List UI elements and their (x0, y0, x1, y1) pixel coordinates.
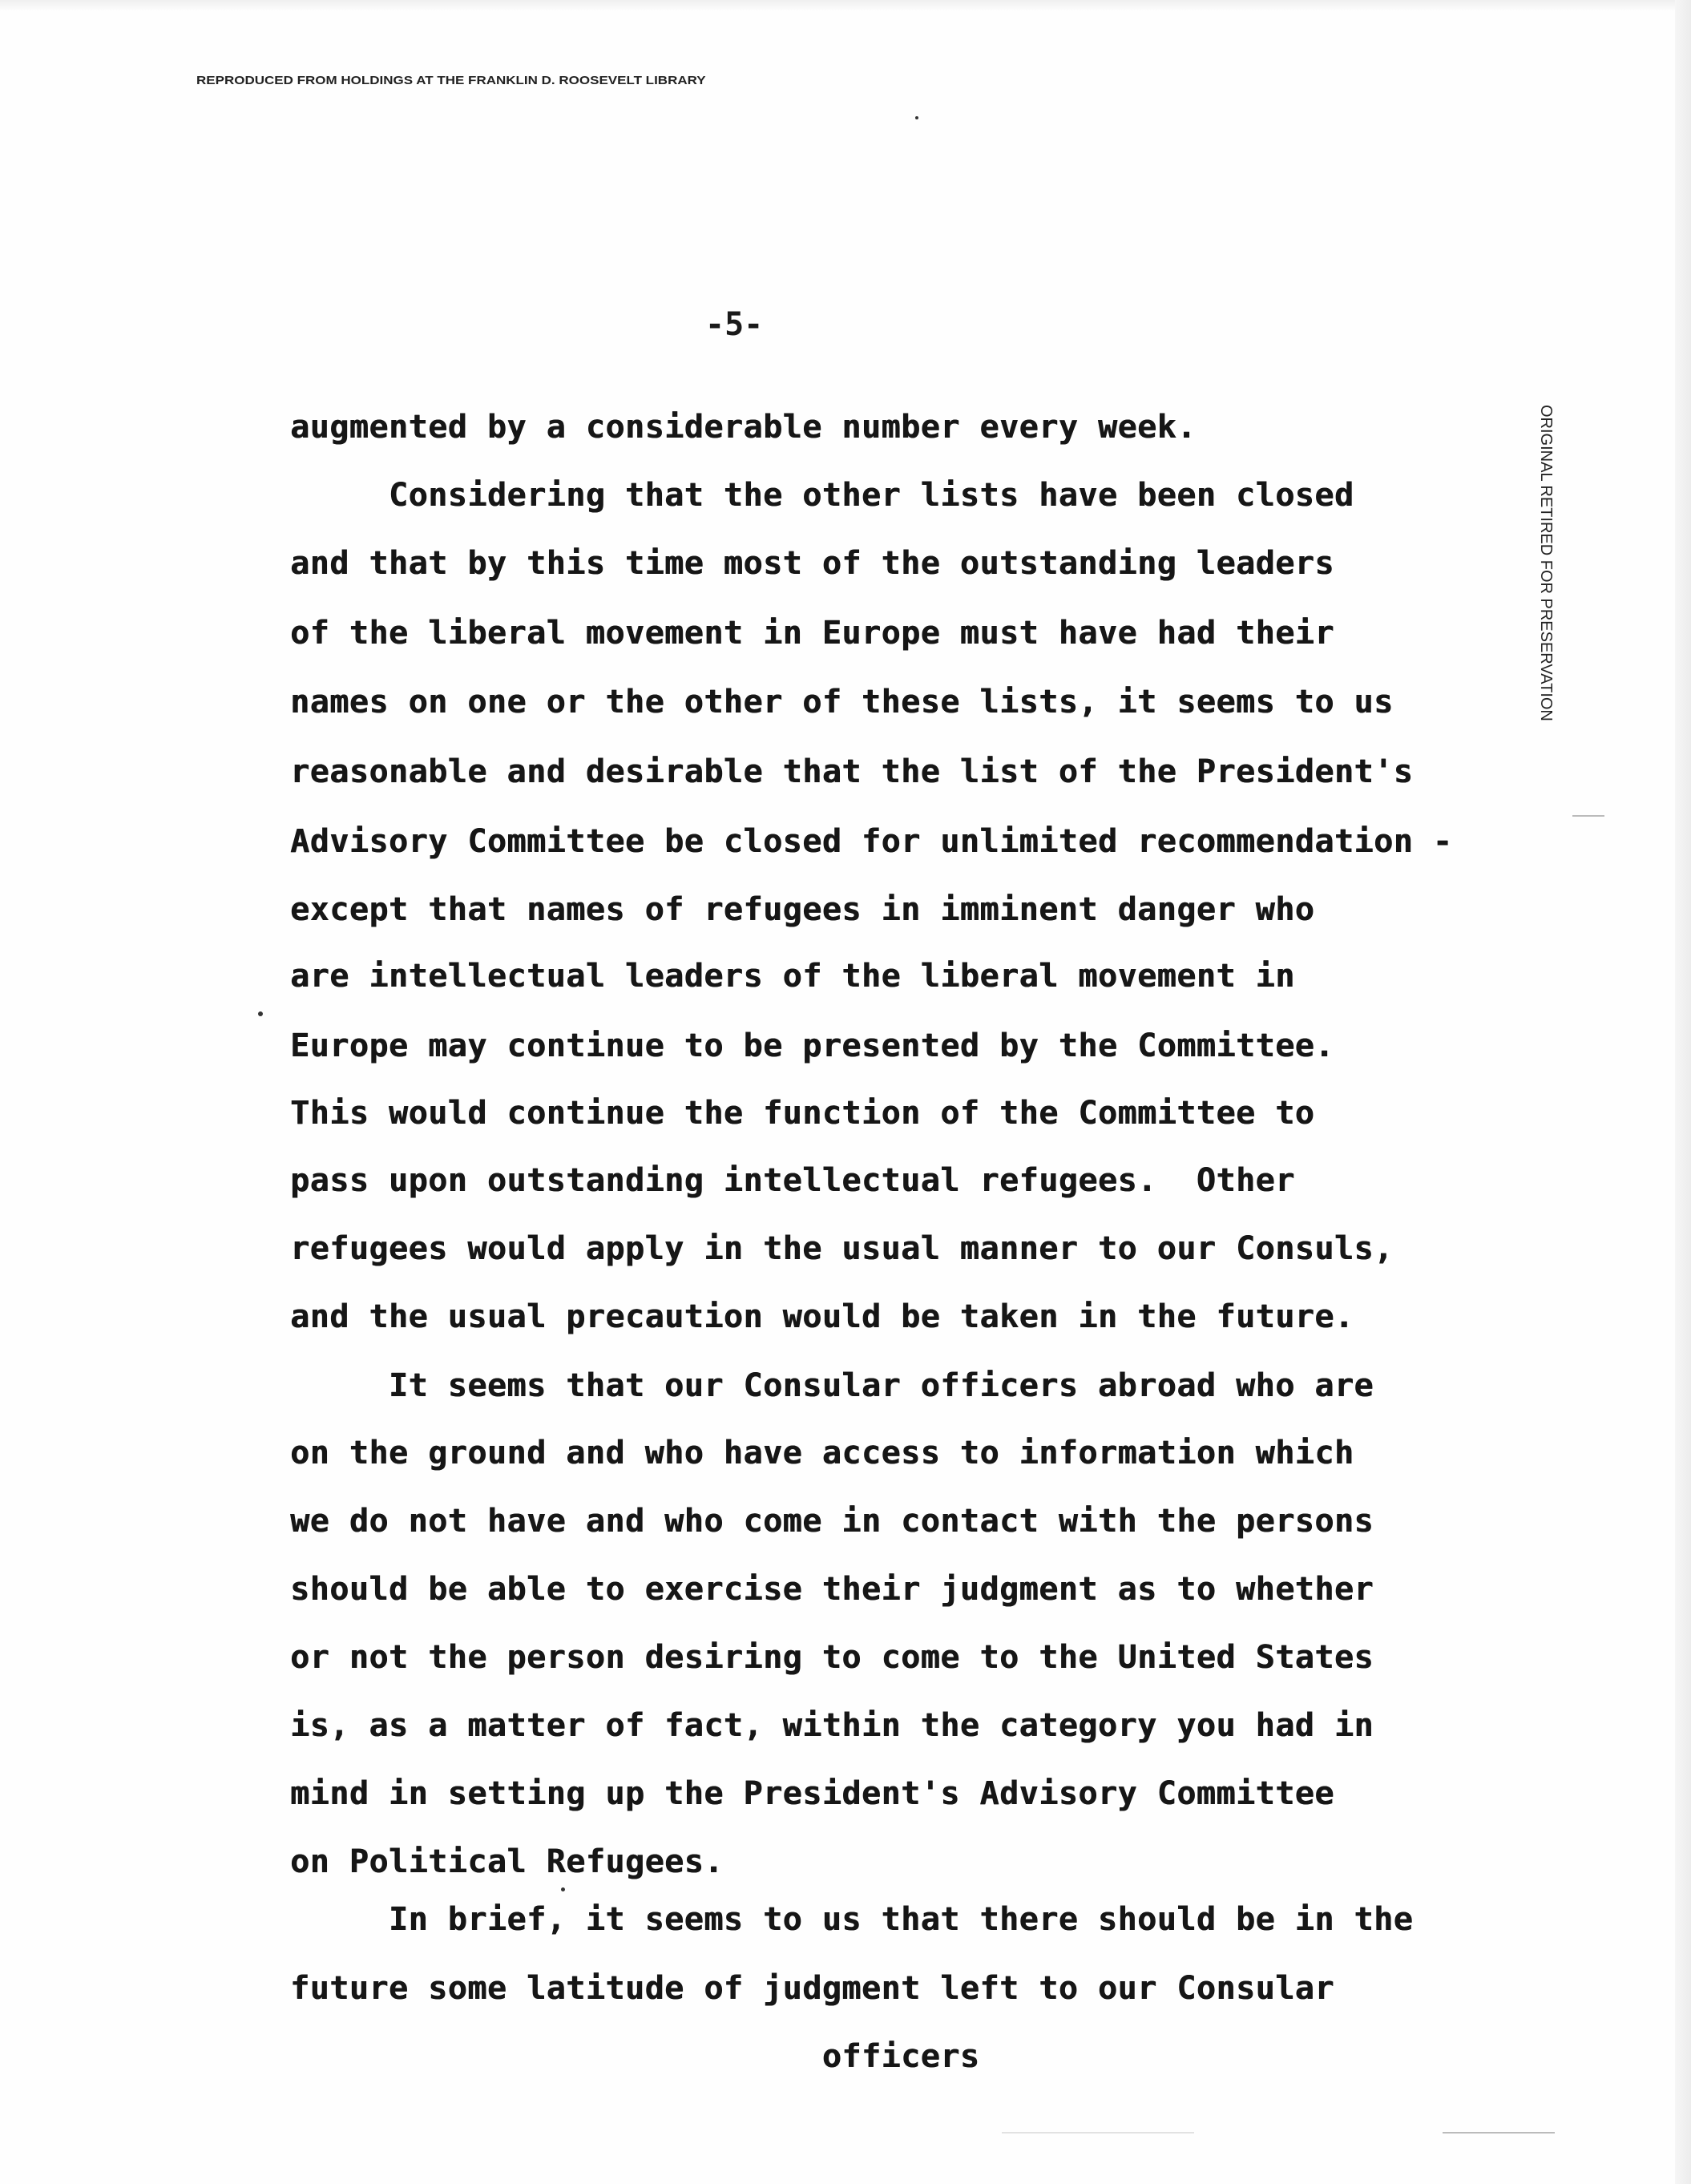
text-line: of the liberal movement in Europe must have had their (290, 615, 1334, 652)
text-line: or not the person desiring to come to the United States (290, 1639, 1374, 1676)
preservation-stamp: ORIGINAL RETIRED FOR PRESERVATION (1537, 405, 1555, 721)
text-line: on Political Refugees. (290, 1843, 724, 1880)
text-line: reasonable and desirable that the list of the President's (290, 753, 1414, 790)
scan-speck (258, 1011, 263, 1016)
page-number: -5- (705, 306, 764, 343)
library-reproduction-stamp: REPRODUCED FROM HOLDINGS AT THE FRANKLIN D. ROOSEVELT LIBRARY (196, 74, 706, 87)
text-line: refugees would apply in the usual manner to our Consuls, (290, 1230, 1394, 1267)
text-line: should be able to exercise their judgment as to whether (290, 1571, 1374, 1608)
scan-mark (1572, 815, 1604, 817)
text-line: are intellectual leaders of the liberal movement in (290, 958, 1295, 995)
text-line: pass upon outstanding intellectual refugees. Other (290, 1162, 1295, 1199)
text-line: Considering that the other lists have been closed (290, 477, 1354, 514)
text-line: on the ground and who have access to information which (290, 1435, 1354, 1471)
text-line: except that names of refugees in imminent danger who (290, 891, 1315, 928)
text-line: Europe may continue to be presented by the Committee. (290, 1027, 1334, 1064)
scan-mark (1002, 2132, 1194, 2134)
text-line: names on one or the other of these lists, it seems to us (290, 684, 1394, 721)
scan-edge-top (0, 0, 1691, 11)
text-line: officers (290, 2038, 980, 2075)
text-line: In brief, it seems to us that there should be in the (290, 1901, 1414, 1938)
text-line: future some latitude of judgment left to our Consular (290, 1970, 1334, 2007)
text-line: and the usual precaution would be taken in the future. (290, 1298, 1354, 1335)
scan-mark (1443, 2132, 1555, 2134)
text-line: is, as a matter of fact, within the category you had in (290, 1707, 1374, 1744)
text-line: It seems that our Consular officers abroad who are (290, 1367, 1374, 1404)
text-line: mind in setting up the President's Advisory Committee (290, 1775, 1334, 1812)
text-line: augmented by a considerable number every week. (290, 409, 1197, 446)
text-line: This would continue the function of the Committee to (290, 1095, 1315, 1132)
text-line: and that by this time most of the outstanding leaders (290, 545, 1334, 582)
scan-speck (915, 116, 918, 119)
scan-edge-right (1675, 0, 1691, 2184)
scan-speck (561, 1887, 565, 1891)
text-line: Advisory Committee be closed for unlimited recommendation - (290, 823, 1453, 860)
text-line: we do not have and who come in contact with the persons (290, 1503, 1374, 1540)
